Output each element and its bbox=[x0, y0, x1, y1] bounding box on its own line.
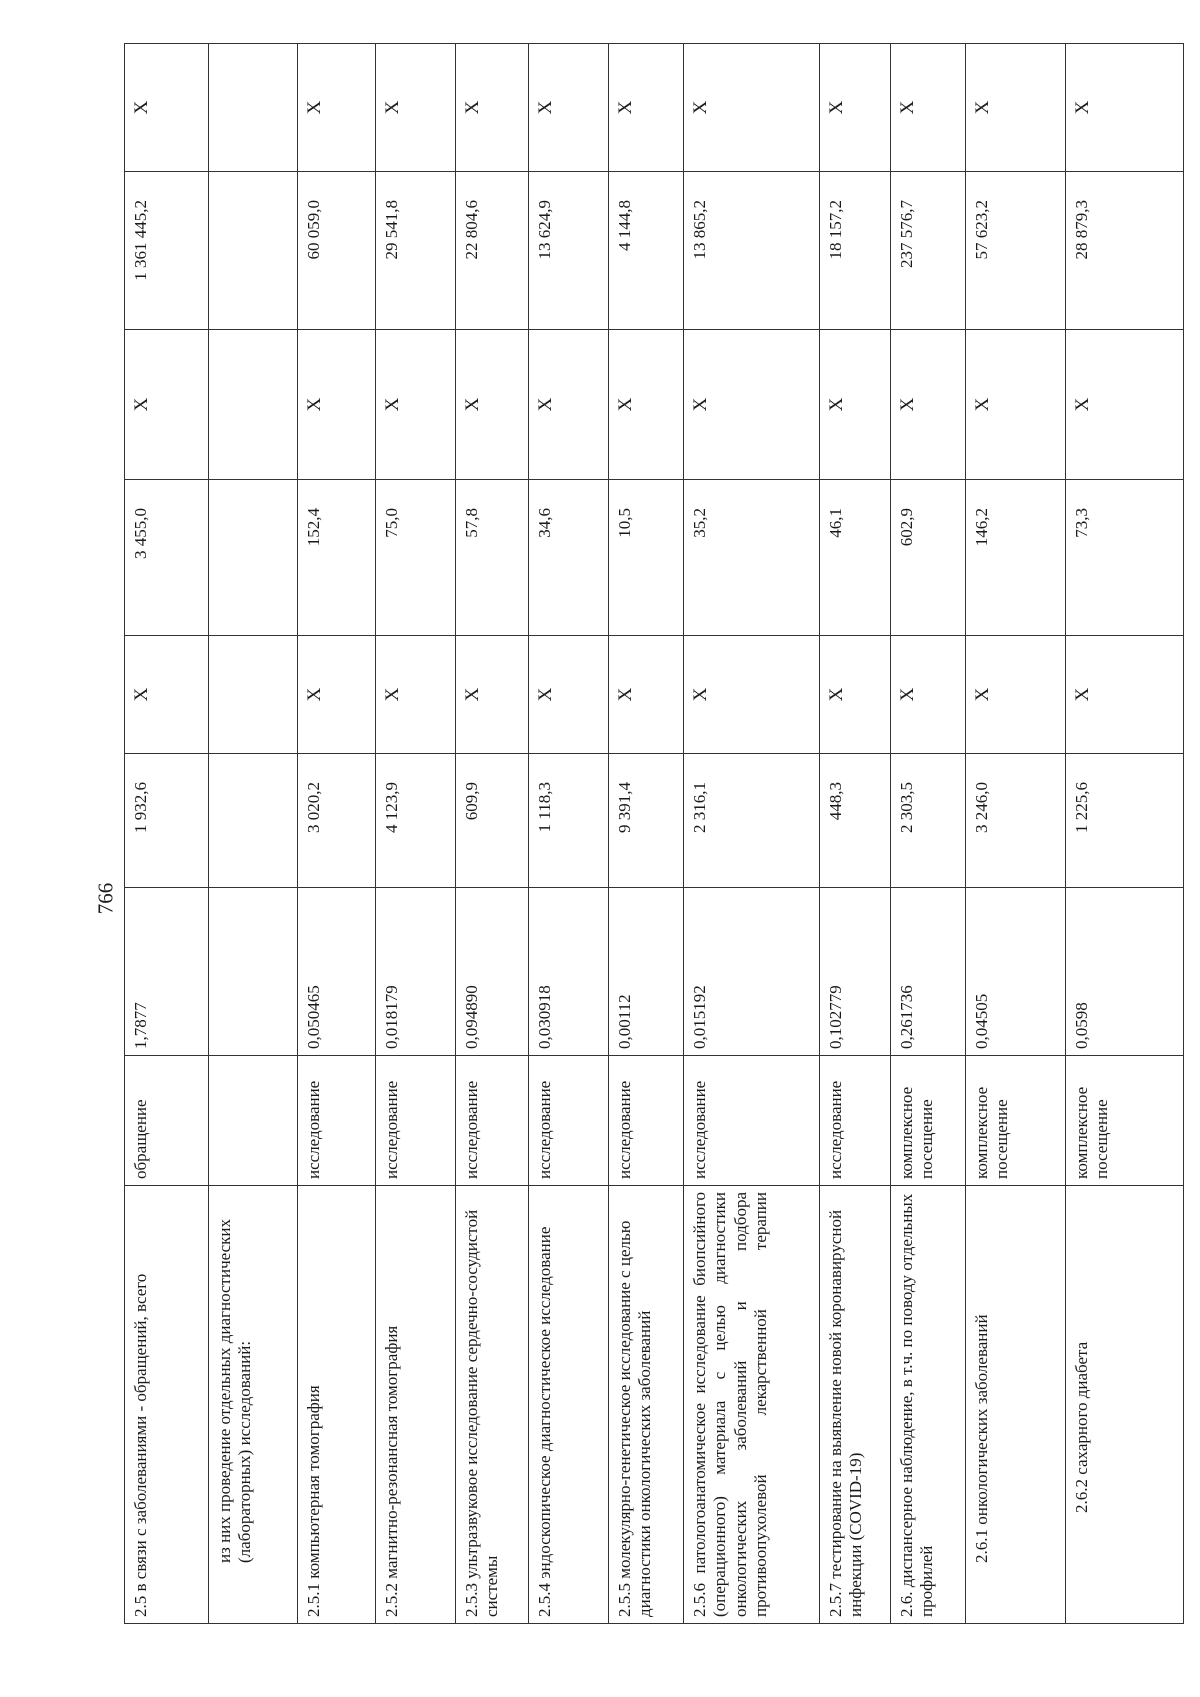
row-value-4: 35,2 bbox=[684, 480, 819, 636]
row-name: 2.5.2 магнитно-резонансная томография bbox=[375, 1186, 455, 1624]
row-value-6: 13 624,9 bbox=[529, 172, 609, 330]
row-value-7 bbox=[209, 44, 298, 172]
row-value-3: X bbox=[608, 636, 683, 754]
row-name: 2.5.7 тестирование на выявление новой коронавирусной инфекции (COVID-19) bbox=[819, 1186, 890, 1624]
row-value-3: X bbox=[455, 636, 528, 754]
row-value-1: 0,00112 bbox=[608, 888, 683, 1056]
row-value-3: X bbox=[966, 636, 1066, 754]
row-name: 2.5 в связи с заболеваниями - обращений, всего bbox=[125, 1186, 209, 1624]
row-value-2: 1 225,6 bbox=[1066, 754, 1184, 888]
row-value-5: X bbox=[819, 330, 890, 480]
row-value-7: X bbox=[890, 44, 965, 172]
row-value-5: X bbox=[1066, 330, 1184, 480]
row-value-6: 18 157,2 bbox=[819, 172, 890, 330]
row-value-7: X bbox=[375, 44, 455, 172]
row-unit bbox=[209, 1056, 298, 1186]
row-value-2: 4 123,9 bbox=[375, 754, 455, 888]
table-row bbox=[1066, 44, 1184, 1624]
table-row bbox=[298, 44, 376, 1624]
row-value-6: 22 804,6 bbox=[455, 172, 528, 330]
table-row bbox=[209, 44, 298, 1624]
row-value-5 bbox=[209, 330, 298, 480]
row-value-6: 28 879,3 bbox=[1066, 172, 1184, 330]
row-name: 2.6.2 сахарного диабета bbox=[1066, 1186, 1184, 1624]
row-value-2: 9 391,4 bbox=[608, 754, 683, 888]
row-value-7: X bbox=[529, 44, 609, 172]
row-value-2: 2 316,1 bbox=[684, 754, 819, 888]
row-value-6: 60 059,0 bbox=[298, 172, 376, 330]
rotated-table-wrapper bbox=[124, 44, 1200, 1617]
table-row bbox=[966, 44, 1066, 1624]
row-value-2: 1 932,6 bbox=[125, 754, 209, 888]
row-value-7: X bbox=[966, 44, 1066, 172]
row-value-1: 0,261736 bbox=[890, 888, 965, 1056]
row-name: 2.6.1 онкологических заболеваний bbox=[966, 1186, 1066, 1624]
row-value-1: 1,7877 bbox=[125, 888, 209, 1056]
row-value-3: X bbox=[819, 636, 890, 754]
row-value-3: X bbox=[529, 636, 609, 754]
row-name: 2.6. диспансерное наблюдение, в т.ч. по поводу отдельных профилей bbox=[890, 1186, 965, 1624]
row-value-1: 0,015192 bbox=[684, 888, 819, 1056]
row-value-4: 10,5 bbox=[608, 480, 683, 636]
page-number: 766 bbox=[93, 882, 118, 915]
row-value-2: 609,9 bbox=[455, 754, 528, 888]
row-value-4: 152,4 bbox=[298, 480, 376, 636]
row-value-5: X bbox=[375, 330, 455, 480]
row-unit: исследование bbox=[455, 1056, 528, 1186]
row-value-7: X bbox=[608, 44, 683, 172]
row-value-2: 3 020,2 bbox=[298, 754, 376, 888]
row-value-7: X bbox=[125, 44, 209, 172]
row-value-6: 237 576,7 bbox=[890, 172, 965, 330]
row-value-7: X bbox=[684, 44, 819, 172]
row-unit: комплексное посещение bbox=[966, 1056, 1066, 1186]
data-table bbox=[124, 43, 1184, 1624]
row-value-1: 0,050465 bbox=[298, 888, 376, 1056]
row-value-7: X bbox=[1066, 44, 1184, 172]
row-value-2: 3 246,0 bbox=[966, 754, 1066, 888]
row-value-2: 2 303,5 bbox=[890, 754, 965, 888]
row-value-5: X bbox=[125, 330, 209, 480]
row-value-3: X bbox=[375, 636, 455, 754]
row-value-4: 3 455,0 bbox=[125, 480, 209, 636]
row-value-5: X bbox=[529, 330, 609, 480]
row-value-3 bbox=[209, 636, 298, 754]
row-unit: комплексное посещение bbox=[890, 1056, 965, 1186]
row-value-5: X bbox=[298, 330, 376, 480]
row-unit: обращение bbox=[125, 1056, 209, 1186]
row-value-6 bbox=[209, 172, 298, 330]
row-value-5: X bbox=[684, 330, 819, 480]
row-unit: исследование bbox=[375, 1056, 455, 1186]
row-value-2: 448,3 bbox=[819, 754, 890, 888]
row-value-7: X bbox=[298, 44, 376, 172]
row-name: 2.5.1 компьютерная томография bbox=[298, 1186, 376, 1624]
row-value-1: 0,030918 bbox=[529, 888, 609, 1056]
row-value-3: X bbox=[125, 636, 209, 754]
row-value-3: X bbox=[890, 636, 965, 754]
row-unit: исследование bbox=[298, 1056, 376, 1186]
row-value-1: 0,018179 bbox=[375, 888, 455, 1056]
row-value-6: 57 623,2 bbox=[966, 172, 1066, 330]
row-value-2 bbox=[209, 754, 298, 888]
row-value-3: X bbox=[1066, 636, 1184, 754]
table-row bbox=[890, 44, 965, 1624]
row-value-5: X bbox=[608, 330, 683, 480]
row-unit: исследование bbox=[684, 1056, 819, 1186]
row-value-4: 57,8 bbox=[455, 480, 528, 636]
row-value-4: 146,2 bbox=[966, 480, 1066, 636]
row-name: 2.5.4 эндоскопическое диагностическое исследование bbox=[529, 1186, 609, 1624]
table-row bbox=[125, 44, 209, 1624]
row-value-4 bbox=[209, 480, 298, 636]
row-name: 2.5.5 молекулярно-генетическое исследование с целью диагностики онкологических заболеваний bbox=[608, 1186, 683, 1624]
row-value-4: 75,0 bbox=[375, 480, 455, 636]
table-row bbox=[684, 44, 819, 1624]
row-value-3: X bbox=[298, 636, 376, 754]
row-value-4: 602,9 bbox=[890, 480, 965, 636]
table-row bbox=[819, 44, 890, 1624]
row-unit: исследование bbox=[819, 1056, 890, 1186]
row-value-3: X bbox=[684, 636, 819, 754]
row-value-7: X bbox=[819, 44, 890, 172]
table-row bbox=[455, 44, 528, 1624]
table-row bbox=[375, 44, 455, 1624]
row-value-4: 34,6 bbox=[529, 480, 609, 636]
row-value-6: 13 865,2 bbox=[684, 172, 819, 330]
row-value-5: X bbox=[966, 330, 1066, 480]
row-unit: исследование bbox=[608, 1056, 683, 1186]
row-value-6: 1 361 445,2 bbox=[125, 172, 209, 330]
row-value-1 bbox=[209, 888, 298, 1056]
row-value-1: 0,102779 bbox=[819, 888, 890, 1056]
row-value-5: X bbox=[890, 330, 965, 480]
row-value-7: X bbox=[455, 44, 528, 172]
row-value-5: X bbox=[455, 330, 528, 480]
row-value-1: 0,094890 bbox=[455, 888, 528, 1056]
row-value-4: 46,1 bbox=[819, 480, 890, 636]
table-row bbox=[608, 44, 683, 1624]
row-name: 2.5.6 патологоанатомическое исследование биопсийного (операционного) материала с целью диагностики онкологических заболеваний и подбора противоопухолевой лекарственной терапии bbox=[684, 1186, 819, 1624]
row-value-6: 29 541,8 bbox=[375, 172, 455, 330]
row-unit: исследование bbox=[529, 1056, 609, 1186]
row-value-1: 0,0598 bbox=[1066, 888, 1184, 1056]
row-name: 2.5.3 ультразвуковое исследование сердечно-сосудистой системы bbox=[455, 1186, 528, 1624]
row-value-6: 4 144,8 bbox=[608, 172, 683, 330]
row-unit: комплексное посещение bbox=[1066, 1056, 1184, 1186]
row-value-1: 0,04505 bbox=[966, 888, 1066, 1056]
row-value-4: 73,3 bbox=[1066, 480, 1184, 636]
row-value-2: 1 118,3 bbox=[529, 754, 609, 888]
row-name: из них проведение отдельных диагностических (лабораторных) исследований: bbox=[209, 1186, 298, 1624]
table-row bbox=[529, 44, 609, 1624]
